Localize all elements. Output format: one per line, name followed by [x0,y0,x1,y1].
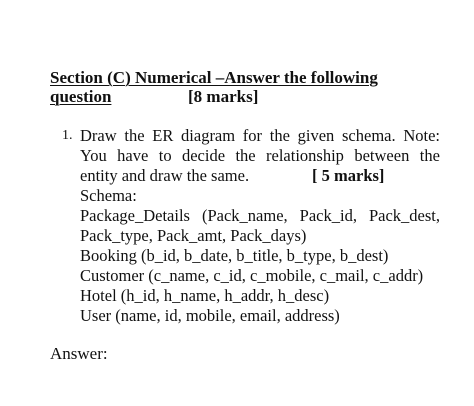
answer-label: Answer: [50,344,108,363]
question-line-2-word: the [235,146,256,165]
schema-line-3: Booking (b_id, b_date, b_title, b_type, b_dest) [80,246,389,265]
schema-line-1-word: Package_Details [80,206,190,225]
section-title-line1: Section (C) Numerical –Answer the following [50,68,378,87]
question-line-1-word: diagram [181,126,236,145]
schema-line-1-word: (Pack_name, [201,206,288,225]
question-line-2-word: You [80,146,107,165]
question-line-2-word: between [354,146,410,165]
section-title-line2: question [50,87,112,106]
schema-line-4: Customer (c_name, c_id, c_mobile, c_mail, c_addr) [80,266,424,285]
question-marks: [ 5 marks] [312,166,385,185]
schema-line-1 [80,206,440,226]
question-line-1-word: the [269,126,290,145]
question-line-1-word: Draw [80,126,117,145]
question-line-3 [80,166,440,186]
schema-line-5: Hotel (h_id, h_name, h_addr, h_desc) [80,286,330,305]
question-line-2-word: to [158,146,172,165]
section-marks: [8 marks] [188,87,259,106]
question-line-1 [80,126,440,146]
question-body [80,126,440,326]
question-line-2-word: have [117,146,149,165]
section-heading [50,68,450,106]
question-line-1-word: the [124,126,145,145]
question-line-1-word: for [242,126,263,145]
schema-line-1-word: Pack_dest, [368,206,440,225]
question-line-2 [80,146,440,166]
question-line-1-word: Note: [403,126,440,145]
question-line-2-word: decide [181,146,226,165]
schema-line-6: User (name, id, mobile, email, address) [80,306,340,325]
question-number: 1. [62,128,73,143]
schema-line-1-word: Pack_id, [299,206,357,225]
question-line-1-word: schema. [342,126,396,145]
question-line-2-word: relationship [266,146,344,165]
question-line-2-word: the [419,146,440,165]
question-line-1-word: ER [152,126,174,145]
schema-label: Schema: [80,186,137,205]
question-line-1-word: given [297,126,335,145]
schema-line-2: Pack_type, Pack_amt, Pack_days) [80,226,307,245]
question-line-3-text: entity and draw the same. [80,166,250,185]
